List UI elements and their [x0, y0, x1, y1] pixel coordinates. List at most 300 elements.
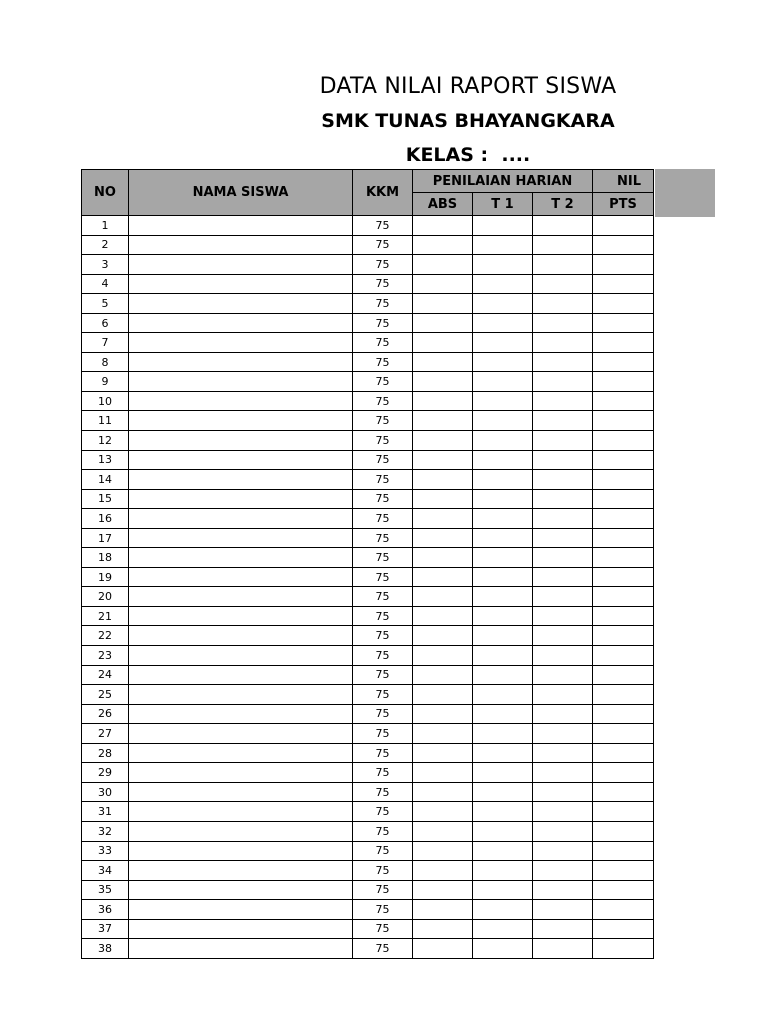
- cell-abs: [413, 411, 473, 431]
- cell-no: 21: [82, 606, 129, 626]
- cell-no: 8: [82, 352, 129, 372]
- cell-abs: [413, 450, 473, 470]
- cell-t2: [533, 900, 593, 920]
- cell-abs: [413, 470, 473, 490]
- cell-no: 35: [82, 880, 129, 900]
- cell-kkm: 75: [353, 646, 413, 666]
- cell-nama-siswa: [129, 313, 353, 333]
- cell-pts: [593, 255, 654, 275]
- cell-abs: [413, 939, 473, 959]
- cell-t2: [533, 685, 593, 705]
- header-penilaian-harian: PENILAIAN HARIAN: [413, 170, 593, 193]
- table-row: [82, 606, 654, 626]
- cell-t2: [533, 626, 593, 646]
- table-row: [82, 313, 654, 333]
- cell-abs: [413, 255, 473, 275]
- cell-no: 29: [82, 763, 129, 783]
- school-name: SMK TUNAS BHAYANGKARA: [321, 110, 615, 132]
- cell-t1: [473, 255, 533, 275]
- cell-pts: [593, 294, 654, 314]
- cell-t1: [473, 352, 533, 372]
- cell-t1: [473, 333, 533, 353]
- cell-t2: [533, 274, 593, 294]
- cell-t2: [533, 294, 593, 314]
- table-row: [82, 900, 654, 920]
- cell-abs: [413, 626, 473, 646]
- cell-pts: [593, 763, 654, 783]
- cell-t2: [533, 372, 593, 392]
- cell-no: 23: [82, 646, 129, 666]
- cell-abs: [413, 821, 473, 841]
- cell-abs: [413, 919, 473, 939]
- cell-no: 6: [82, 313, 129, 333]
- cell-pts: [593, 216, 654, 236]
- cell-kkm: 75: [353, 411, 413, 431]
- cell-t1: [473, 587, 533, 607]
- table-row: [82, 567, 654, 587]
- cell-kkm: 75: [353, 216, 413, 236]
- cell-kkm: 75: [353, 470, 413, 490]
- cell-t1: [473, 900, 533, 920]
- cell-nama-siswa: [129, 470, 353, 490]
- table-row: [82, 646, 654, 666]
- cell-t1: [473, 294, 533, 314]
- cell-t1: [473, 861, 533, 881]
- cell-t1: [473, 470, 533, 490]
- table-row: [82, 782, 654, 802]
- cell-t2: [533, 704, 593, 724]
- table-row: [82, 391, 654, 411]
- cell-nama-siswa: [129, 704, 353, 724]
- cell-t1: [473, 626, 533, 646]
- cell-t2: [533, 450, 593, 470]
- cell-pts: [593, 352, 654, 372]
- table-row: [82, 919, 654, 939]
- cell-abs: [413, 782, 473, 802]
- cell-t1: [473, 821, 533, 841]
- cell-t1: [473, 235, 533, 255]
- cell-no: 22: [82, 626, 129, 646]
- cell-nama-siswa: [129, 391, 353, 411]
- cell-t2: [533, 841, 593, 861]
- cell-nama-siswa: [129, 450, 353, 470]
- cell-t1: [473, 919, 533, 939]
- cell-no: 3: [82, 255, 129, 275]
- cell-kkm: 75: [353, 509, 413, 529]
- cell-t1: [473, 528, 533, 548]
- cell-t1: [473, 216, 533, 236]
- cell-pts: [593, 743, 654, 763]
- cell-t1: [473, 313, 533, 333]
- table-row: [82, 216, 654, 236]
- cell-t1: [473, 782, 533, 802]
- cell-no: 4: [82, 274, 129, 294]
- cell-kkm: 75: [353, 763, 413, 783]
- cell-t2: [533, 411, 593, 431]
- cell-t1: [473, 489, 533, 509]
- cell-abs: [413, 880, 473, 900]
- cell-kkm: 75: [353, 489, 413, 509]
- cell-kkm: 75: [353, 391, 413, 411]
- cell-kkm: 75: [353, 743, 413, 763]
- cell-no: 16: [82, 509, 129, 529]
- cell-nama-siswa: [129, 489, 353, 509]
- cell-t2: [533, 509, 593, 529]
- cell-t1: [473, 939, 533, 959]
- cell-kkm: 75: [353, 782, 413, 802]
- table-row: [82, 724, 654, 744]
- cell-t2: [533, 587, 593, 607]
- cell-pts: [593, 587, 654, 607]
- cell-nama-siswa: [129, 841, 353, 861]
- cell-t1: [473, 802, 533, 822]
- table-row: [82, 841, 654, 861]
- cell-pts: [593, 470, 654, 490]
- cell-t2: [533, 646, 593, 666]
- table-row: [82, 743, 654, 763]
- cell-pts: [593, 313, 654, 333]
- cell-abs: [413, 606, 473, 626]
- class-label: KELAS : ....: [405, 144, 531, 166]
- table-row: [82, 372, 654, 392]
- cell-nama-siswa: [129, 685, 353, 705]
- cell-t2: [533, 919, 593, 939]
- cell-pts: [593, 548, 654, 568]
- cell-abs: [413, 763, 473, 783]
- table-row: [82, 587, 654, 607]
- cell-t1: [473, 880, 533, 900]
- cell-pts: [593, 606, 654, 626]
- cell-no: 38: [82, 939, 129, 959]
- cell-nama-siswa: [129, 372, 353, 392]
- cell-no: 32: [82, 821, 129, 841]
- cell-t2: [533, 216, 593, 236]
- cell-pts: [593, 939, 654, 959]
- cell-kkm: 75: [353, 685, 413, 705]
- cell-t2: [533, 782, 593, 802]
- cell-abs: [413, 743, 473, 763]
- cell-t1: [473, 509, 533, 529]
- cell-pts: [593, 685, 654, 705]
- cell-t1: [473, 763, 533, 783]
- cell-pts: [593, 782, 654, 802]
- cell-nama-siswa: [129, 333, 353, 353]
- cell-kkm: 75: [353, 313, 413, 333]
- cell-no: 18: [82, 548, 129, 568]
- cell-t2: [533, 861, 593, 881]
- table-row: [82, 352, 654, 372]
- cell-abs: [413, 372, 473, 392]
- cell-pts: [593, 900, 654, 920]
- cell-t1: [473, 431, 533, 451]
- cell-t2: [533, 313, 593, 333]
- header-kkm: KKM: [353, 170, 413, 216]
- cell-kkm: 75: [353, 235, 413, 255]
- cell-t2: [533, 391, 593, 411]
- table-row: [82, 411, 654, 431]
- cell-nama-siswa: [129, 665, 353, 685]
- table-row: [82, 939, 654, 959]
- header-t1: T 1: [473, 193, 533, 216]
- cell-kkm: 75: [353, 900, 413, 920]
- cell-pts: [593, 274, 654, 294]
- cell-abs: [413, 313, 473, 333]
- cell-kkm: 75: [353, 861, 413, 881]
- cell-kkm: 75: [353, 333, 413, 353]
- cell-pts: [593, 802, 654, 822]
- cell-no: 12: [82, 431, 129, 451]
- cell-no: 15: [82, 489, 129, 509]
- cell-nama-siswa: [129, 724, 353, 744]
- header-t2: T 2: [533, 193, 593, 216]
- cell-t1: [473, 274, 533, 294]
- cell-nama-siswa: [129, 255, 353, 275]
- cell-abs: [413, 724, 473, 744]
- cell-abs: [413, 802, 473, 822]
- cell-no: 20: [82, 587, 129, 607]
- cell-nama-siswa: [129, 939, 353, 959]
- cell-kkm: 75: [353, 372, 413, 392]
- cell-no: 25: [82, 685, 129, 705]
- cell-t2: [533, 567, 593, 587]
- cell-t1: [473, 372, 533, 392]
- cell-kkm: 75: [353, 294, 413, 314]
- cell-t2: [533, 470, 593, 490]
- cell-nama-siswa: [129, 235, 353, 255]
- cell-no: 17: [82, 528, 129, 548]
- cell-abs: [413, 333, 473, 353]
- cell-nama-siswa: [129, 743, 353, 763]
- cell-t1: [473, 450, 533, 470]
- cell-t2: [533, 743, 593, 763]
- header-pts: PTS: [593, 193, 654, 216]
- cell-t2: [533, 352, 593, 372]
- cell-t1: [473, 743, 533, 763]
- cell-nama-siswa: [129, 294, 353, 314]
- cell-kkm: 75: [353, 548, 413, 568]
- cell-no: 14: [82, 470, 129, 490]
- cell-nama-siswa: [129, 900, 353, 920]
- cell-no: 11: [82, 411, 129, 431]
- cell-no: 24: [82, 665, 129, 685]
- cell-t2: [533, 431, 593, 451]
- cell-abs: [413, 587, 473, 607]
- cell-t1: [473, 646, 533, 666]
- cell-kkm: 75: [353, 567, 413, 587]
- cell-pts: [593, 665, 654, 685]
- table-row: [82, 665, 654, 685]
- cell-kkm: 75: [353, 450, 413, 470]
- cell-abs: [413, 528, 473, 548]
- cell-nama-siswa: [129, 431, 353, 451]
- cell-t1: [473, 411, 533, 431]
- table-row: [82, 821, 654, 841]
- table-row: [82, 450, 654, 470]
- cell-no: 27: [82, 724, 129, 744]
- cell-nama-siswa: [129, 216, 353, 236]
- cell-pts: [593, 880, 654, 900]
- cell-no: 31: [82, 802, 129, 822]
- cell-t2: [533, 548, 593, 568]
- cell-pts: [593, 391, 654, 411]
- cell-pts: [593, 411, 654, 431]
- cell-nama-siswa: [129, 567, 353, 587]
- cell-nama-siswa: [129, 626, 353, 646]
- cell-kkm: 75: [353, 802, 413, 822]
- cell-pts: [593, 450, 654, 470]
- table-row: [82, 802, 654, 822]
- cell-nama-siswa: [129, 763, 353, 783]
- cell-no: 9: [82, 372, 129, 392]
- cell-pts: [593, 704, 654, 724]
- cell-no: 13: [82, 450, 129, 470]
- cell-abs: [413, 861, 473, 881]
- cell-t2: [533, 528, 593, 548]
- cell-nama-siswa: [129, 587, 353, 607]
- cell-kkm: 75: [353, 606, 413, 626]
- cell-t2: [533, 821, 593, 841]
- header-nilai-truncated: [593, 170, 654, 193]
- cell-t2: [533, 763, 593, 783]
- grade-table: [81, 169, 654, 959]
- cell-pts: [593, 626, 654, 646]
- cell-t1: [473, 724, 533, 744]
- cell-pts: [593, 919, 654, 939]
- cell-pts: [593, 372, 654, 392]
- cell-pts: [593, 567, 654, 587]
- cell-pts: [593, 724, 654, 744]
- cell-no: 5: [82, 294, 129, 314]
- cell-kkm: 75: [353, 724, 413, 744]
- cell-kkm: 75: [353, 274, 413, 294]
- cell-kkm: 75: [353, 352, 413, 372]
- cell-no: 28: [82, 743, 129, 763]
- cell-nama-siswa: [129, 274, 353, 294]
- table-row: [82, 548, 654, 568]
- cell-kkm: 75: [353, 431, 413, 451]
- cell-nama-siswa: [129, 548, 353, 568]
- cell-t1: [473, 567, 533, 587]
- table-row: [82, 274, 654, 294]
- cell-pts: [593, 333, 654, 353]
- cell-t1: [473, 606, 533, 626]
- cell-t2: [533, 939, 593, 959]
- cell-no: 33: [82, 841, 129, 861]
- cell-abs: [413, 274, 473, 294]
- cell-t2: [533, 880, 593, 900]
- table-row: [82, 685, 654, 705]
- cell-abs: [413, 391, 473, 411]
- table-row: [82, 294, 654, 314]
- cell-kkm: 75: [353, 880, 413, 900]
- cell-abs: [413, 665, 473, 685]
- cell-abs: [413, 567, 473, 587]
- cell-kkm: 75: [353, 821, 413, 841]
- cell-nama-siswa: [129, 782, 353, 802]
- table-body: [82, 216, 654, 959]
- cell-t1: [473, 841, 533, 861]
- cell-abs: [413, 704, 473, 724]
- cell-kkm: 75: [353, 919, 413, 939]
- document-title: DATA NILAI RAPORT SISWA: [319, 74, 617, 99]
- cell-t2: [533, 665, 593, 685]
- cell-t2: [533, 724, 593, 744]
- cell-abs: [413, 489, 473, 509]
- cell-no: 7: [82, 333, 129, 353]
- cell-nama-siswa: [129, 802, 353, 822]
- cell-t1: [473, 391, 533, 411]
- cell-nama-siswa: [129, 528, 353, 548]
- table-row: [82, 528, 654, 548]
- cell-pts: [593, 489, 654, 509]
- cell-no: 2: [82, 235, 129, 255]
- cell-kkm: 75: [353, 626, 413, 646]
- table-row: [82, 880, 654, 900]
- cell-kkm: 75: [353, 665, 413, 685]
- header-nilai-label: NIL: [616, 173, 641, 189]
- cell-no: 37: [82, 919, 129, 939]
- cell-abs: [413, 431, 473, 451]
- cell-nama-siswa: [129, 411, 353, 431]
- cell-kkm: 75: [353, 704, 413, 724]
- cell-t1: [473, 665, 533, 685]
- cell-nama-siswa: [129, 880, 353, 900]
- cell-abs: [413, 235, 473, 255]
- cell-abs: [413, 685, 473, 705]
- table-row: [82, 470, 654, 490]
- header-nama-siswa: NAMA SISWA: [129, 170, 353, 216]
- cell-abs: [413, 900, 473, 920]
- cell-no: 10: [82, 391, 129, 411]
- table-row: [82, 861, 654, 881]
- cell-pts: [593, 646, 654, 666]
- cell-t1: [473, 685, 533, 705]
- cell-no: 1: [82, 216, 129, 236]
- cell-t2: [533, 606, 593, 626]
- cell-t2: [533, 255, 593, 275]
- cell-t1: [473, 704, 533, 724]
- cell-abs: [413, 646, 473, 666]
- cell-t2: [533, 802, 593, 822]
- cell-pts: [593, 821, 654, 841]
- cell-abs: [413, 509, 473, 529]
- table-row: [82, 255, 654, 275]
- header-no: NO: [82, 170, 129, 216]
- cell-no: 26: [82, 704, 129, 724]
- table-row: [82, 626, 654, 646]
- cell-no: 30: [82, 782, 129, 802]
- cell-no: 36: [82, 900, 129, 920]
- table-row: [82, 704, 654, 724]
- cell-kkm: 75: [353, 528, 413, 548]
- cell-t1: [473, 548, 533, 568]
- cell-pts: [593, 841, 654, 861]
- cell-nama-siswa: [129, 919, 353, 939]
- cell-abs: [413, 352, 473, 372]
- cell-pts: [593, 861, 654, 881]
- table-row: [82, 509, 654, 529]
- cell-kkm: 75: [353, 587, 413, 607]
- cell-abs: [413, 841, 473, 861]
- cell-t2: [533, 489, 593, 509]
- cell-nama-siswa: [129, 606, 353, 626]
- cell-pts: [593, 509, 654, 529]
- table-row: [82, 431, 654, 451]
- cell-nama-siswa: [129, 646, 353, 666]
- cell-nama-siswa: [129, 861, 353, 881]
- cell-t2: [533, 235, 593, 255]
- table-row: [82, 763, 654, 783]
